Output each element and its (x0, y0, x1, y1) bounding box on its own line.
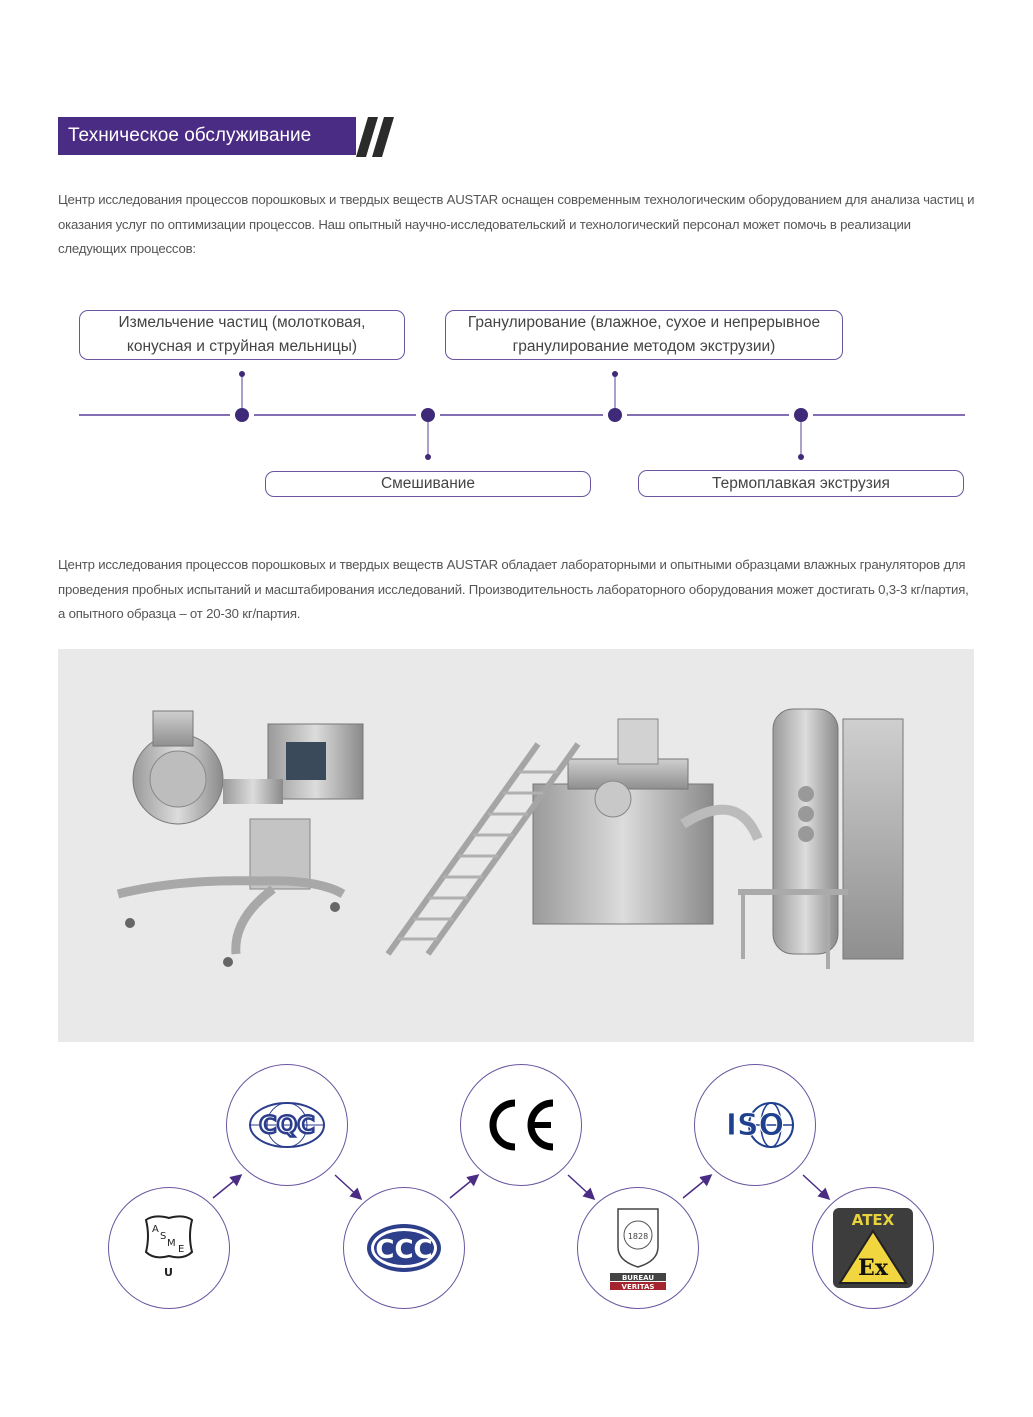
svg-text:U: U (164, 1266, 173, 1279)
ce-mark-icon (483, 1095, 559, 1155)
slash-decoration-icon (356, 117, 402, 157)
cert-cqc (226, 1064, 348, 1186)
process-extrusion-label: Термоплавкая экструзия (712, 474, 890, 492)
asme-stamp-icon (134, 1208, 204, 1288)
timeline-node (235, 408, 249, 422)
svg-text:CQC: CQC (259, 1111, 315, 1139)
granulator-machine (388, 719, 758, 954)
svg-text:BUREAU: BUREAU (621, 1274, 655, 1282)
svg-text:M: M (167, 1238, 176, 1249)
bureau-veritas-logo-icon (606, 1203, 670, 1293)
svg-text:A: A (152, 1224, 159, 1235)
svg-text:ATEX: ATEX (851, 1211, 895, 1229)
process-mixing (265, 471, 591, 497)
connector-dot (425, 454, 431, 460)
timeline-node (794, 408, 808, 422)
cqc-logo-icon (247, 1100, 327, 1150)
iso-logo-icon (713, 1095, 797, 1155)
cert-ccc (343, 1187, 465, 1309)
connector-dot (612, 371, 618, 377)
svg-text:1828: 1828 (627, 1232, 649, 1241)
section-title: Техническое обслуживание (58, 117, 356, 155)
ccc-logo-icon (364, 1218, 444, 1278)
cert-asme (108, 1187, 230, 1309)
svg-text:ISO: ISO (725, 1108, 785, 1143)
process-mixing-label: Смешивание (380, 475, 476, 492)
process-extrusion (638, 470, 964, 497)
cert-bureau-veritas (577, 1187, 699, 1309)
process-milling-line1: Измельчение частиц (молотковая, (118, 314, 366, 331)
connector-dot (798, 454, 804, 460)
atex-ex-logo-icon (830, 1205, 916, 1291)
intro-paragraph: Центр исследования процессов порошковых и твердых веществ AUSTAR оснащен современным технологическим оборудованием для анализа частиц и оказания услуг по оптимизации процессов. Наш опытный научно-исследовательский и технологический персонал может помочь в реализации следующих процессов: (58, 192, 975, 256)
svg-text:CCC: CCC (375, 1235, 433, 1265)
cert-iso (694, 1064, 816, 1186)
equipment-paragraph: Центр исследования процессов порошковых и твердых веществ AUSTAR обладает лабораторными и опытными образцами влажных грануляторов для проведения пробных испытаний и масштабирования исследований. Производительность лабораторного оборудования может достигать 0,3-3 кг/партия, а опытного образца – от 20-30 кг/партия. (58, 557, 969, 621)
fluid-bed-machine (738, 709, 903, 969)
svg-text:S: S (160, 1231, 167, 1242)
svg-text:Ex: Ex (858, 1255, 888, 1281)
svg-text:VERITAS: VERITAS (621, 1283, 655, 1291)
mill-machine (118, 711, 363, 967)
cert-ce (460, 1064, 582, 1186)
process-milling (79, 310, 405, 360)
connector-dot (239, 371, 245, 377)
process-granulation (445, 310, 843, 360)
timeline-node (608, 408, 622, 422)
equipment-illustration (58, 649, 974, 1042)
svg-text:E: E (178, 1244, 185, 1255)
process-milling-line2: конусная и струйная мельницы) (126, 338, 358, 355)
cert-atex (812, 1187, 934, 1309)
process-granulation-line1: Гранулирование (влажное, сухое и непрерывное (467, 314, 821, 331)
equipment-photo (58, 649, 974, 1042)
timeline-node (421, 408, 435, 422)
process-granulation-line2: гранулирование методом экструзии) (512, 338, 776, 355)
